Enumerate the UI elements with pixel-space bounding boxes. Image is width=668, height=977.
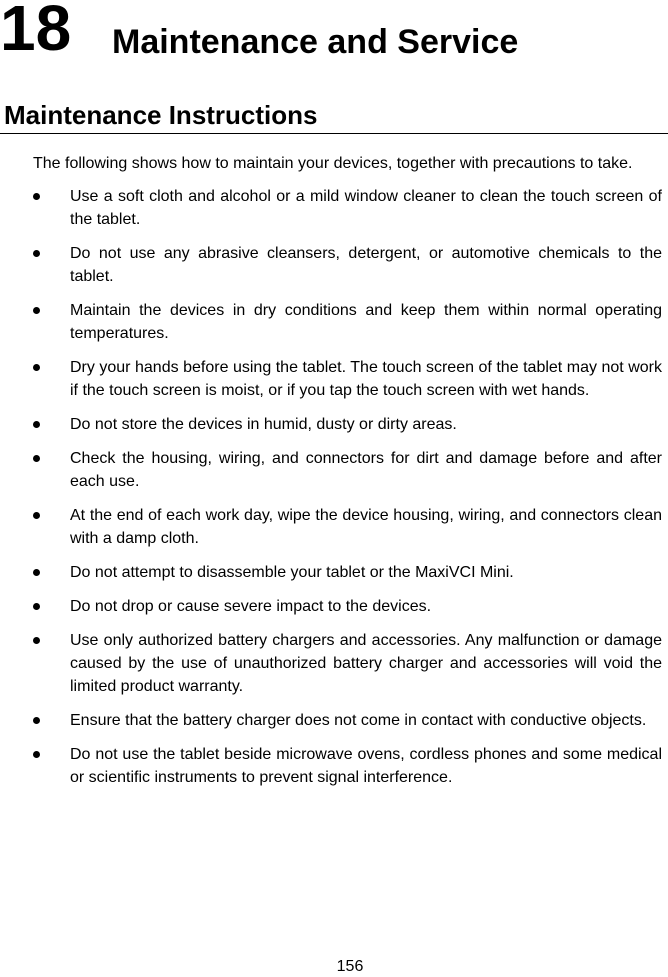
bullet-icon (33, 364, 40, 371)
list-item (33, 242, 662, 288)
list-item (33, 743, 662, 789)
list-item-text: Ensure that the battery charger does not come in contact with conductive objects. (70, 712, 647, 729)
bullet-icon (33, 637, 40, 644)
list-item (33, 413, 662, 436)
list-item-text: Dry your hands before using the tablet. The touch screen of the tablet may not work if the touch screen is moist, or if you tap the touch screen with wet hands. (70, 359, 662, 399)
chapter-number: 18 (0, 0, 72, 64)
list-item (33, 561, 662, 584)
bullet-icon (33, 455, 40, 462)
bullet-icon (33, 512, 40, 519)
chapter-title: Maintenance and Service (112, 23, 519, 61)
bullet-icon (33, 193, 40, 200)
list-item-text: Maintain the devices in dry conditions and keep them within normal operating temperatures. (70, 302, 662, 342)
bullet-icon (33, 569, 40, 576)
list-item-text: Use only authorized battery chargers and accessories. Any malfunction or damage caused by the use of unauthorized battery charger and accessories will void the limited product warranty. (70, 632, 662, 695)
list-item (33, 595, 662, 618)
list-item-text: Do not use the tablet beside microwave ovens, cordless phones and some medical or scientific instruments to prevent signal interference. (70, 746, 662, 786)
maintenance-list (33, 185, 662, 789)
page-number: 156 (336, 958, 364, 975)
body-content (33, 152, 662, 789)
bullet-icon (33, 421, 40, 428)
list-item (33, 504, 662, 550)
list-item-text: Check the housing, wiring, and connectors for dirt and damage before and after each use. (70, 450, 662, 490)
bullet-icon (33, 751, 40, 758)
bullet-icon (33, 307, 40, 314)
list-item (33, 709, 662, 732)
list-item (33, 185, 662, 231)
section-divider (0, 133, 668, 134)
list-item (33, 447, 662, 493)
intro-paragraph: The following shows how to maintain your devices, together with precautions to take. (33, 155, 633, 172)
list-item (33, 356, 662, 402)
list-item (33, 629, 662, 698)
bullet-icon (33, 250, 40, 257)
list-item (33, 299, 662, 345)
bullet-icon (33, 603, 40, 610)
list-item-text: At the end of each work day, wipe the device housing, wiring, and connectors clean with a damp cloth. (70, 507, 662, 547)
section-title: Maintenance Instructions (4, 100, 318, 130)
bullet-icon (33, 717, 40, 724)
list-item-text: Do not drop or cause severe impact to the devices. (70, 598, 432, 615)
list-item-text: Do not store the devices in humid, dusty or dirty areas. (70, 416, 457, 433)
list-item-text: Do not use any abrasive cleansers, detergent, or automotive chemicals to the tablet. (70, 245, 662, 285)
list-item-text: Use a soft cloth and alcohol or a mild window cleaner to clean the touch screen of the tablet. (70, 188, 662, 228)
list-item-text: Do not attempt to disassemble your tablet or the MaxiVCI Mini. (70, 564, 514, 581)
